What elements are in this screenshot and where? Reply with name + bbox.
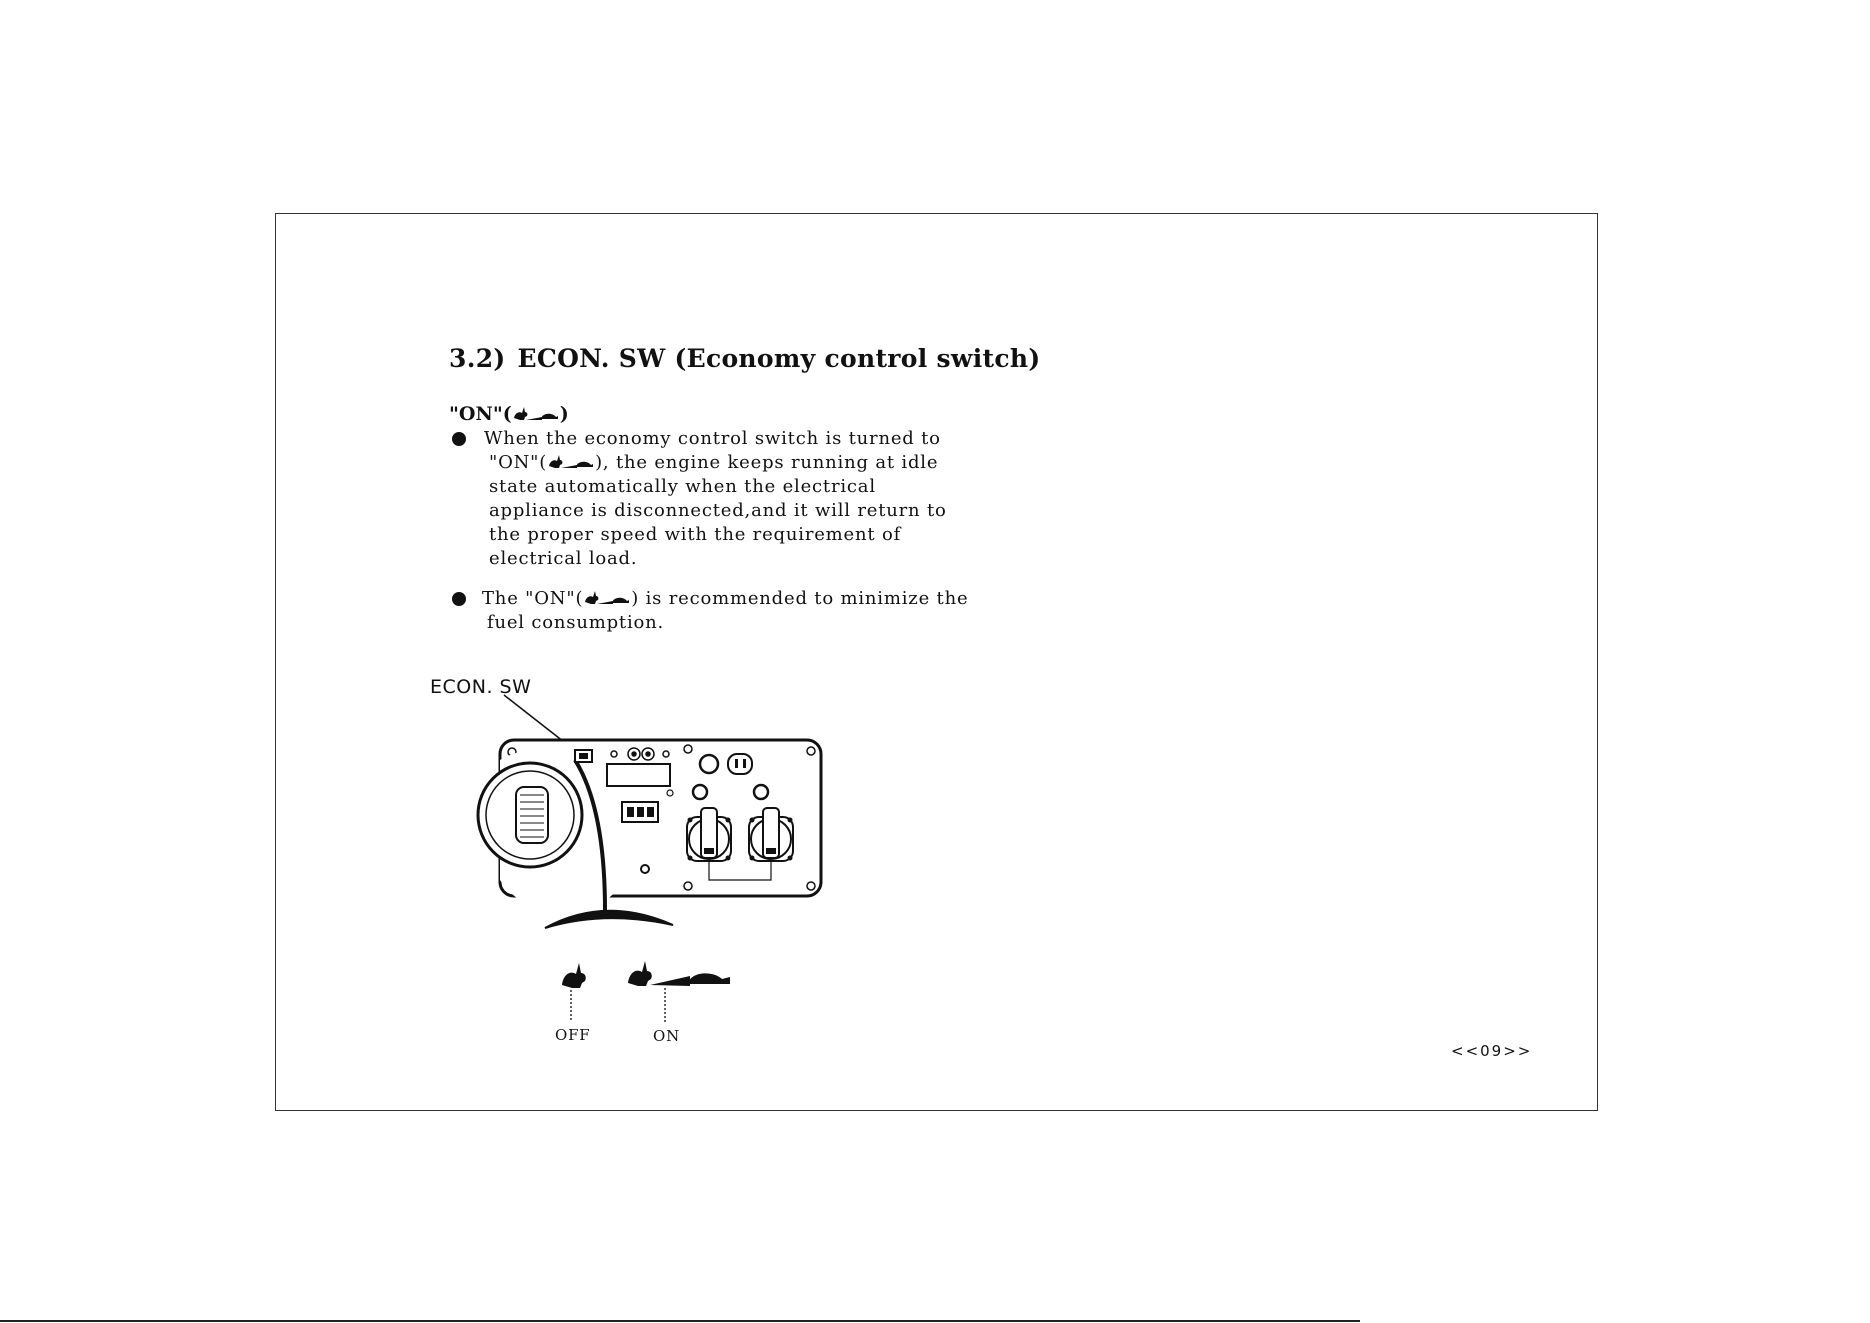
bullet-1-line-6: electrical load.	[489, 548, 638, 569]
off-label: OFF	[555, 1026, 591, 1044]
bullet-1-line-4: appliance is disconnected,and it will return to	[489, 500, 947, 521]
rabbit-icon	[562, 963, 586, 988]
bullet-1-line-3: state automatically when the electrical	[489, 476, 876, 497]
bullet-1-line-5: the proper speed with the requirement of	[489, 524, 902, 545]
rabbit-turtle-icon	[628, 961, 730, 986]
bullet-2-line-2: fuel consumption.	[487, 612, 665, 633]
on-label: ON	[653, 1027, 681, 1045]
bullet-1-line-2b: ), the engine keeps running at idle	[595, 452, 939, 473]
bullet-1-line-1: When the economy control switch is turned to	[484, 428, 941, 449]
selector-arc	[545, 911, 673, 928]
subheading-close: )	[559, 403, 569, 425]
usa-outlet	[728, 754, 752, 774]
section-title: ECON. SW (Economy control switch)	[517, 344, 1041, 373]
display-window	[607, 764, 670, 786]
bottom-rule	[0, 1320, 1360, 1322]
breaker-knob	[700, 755, 718, 773]
reset-button-left	[693, 785, 707, 799]
econ-sw-callout-label: ECON. SW	[430, 676, 532, 698]
bullet-1-line-2a: "ON"(	[489, 452, 548, 473]
section-number: 3.2)	[449, 344, 506, 373]
bullet-2-line-1a: The "ON"(	[482, 588, 584, 609]
bullet-2-line-1b: ) is recommended to minimize the	[631, 588, 969, 609]
reset-button-right	[754, 785, 768, 799]
page-number: <<09>>	[1451, 1042, 1533, 1060]
subheading-label: "ON"(	[449, 403, 512, 425]
